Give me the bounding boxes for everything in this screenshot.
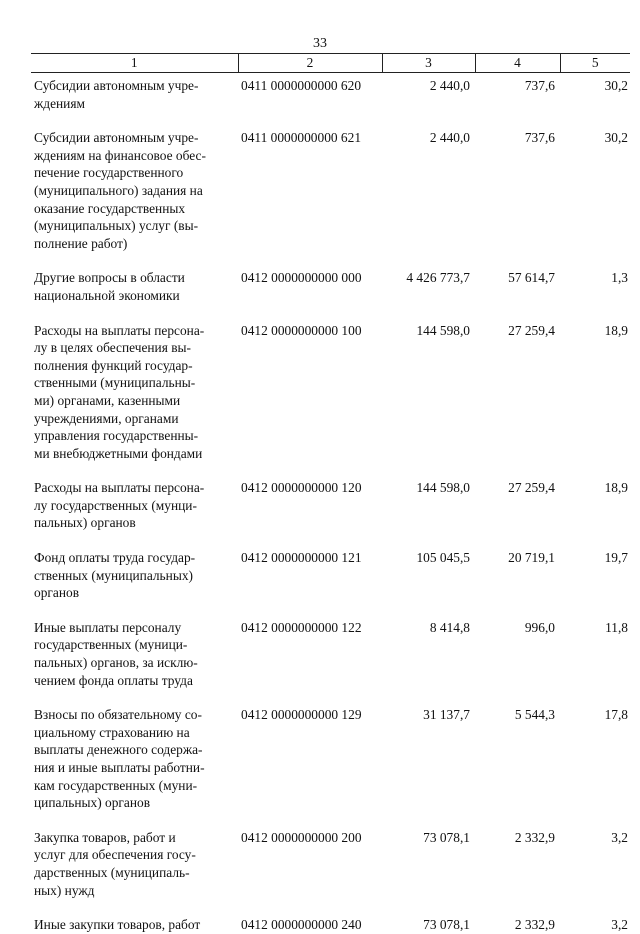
row-name: Субсидии автономным учре- ждениям на финансовое обес- печение государственного (муниципального) задания на оказание государственных (муниципальных) услуг (вы- полнение работ) [34, 130, 206, 251]
row-name: Другие вопросы в области национальной экономики [34, 270, 185, 303]
table-row [31, 252, 630, 304]
row-name: Фонд оплаты труда государ- ственных (муниципальных) органов [34, 550, 196, 601]
row-fact-value: 737,6 [524, 78, 555, 93]
row-plan-value: 2 440,0 [429, 78, 470, 93]
row-percent-value: 1,3 [611, 270, 628, 286]
row-plan-value: 73 078,1 [423, 829, 470, 845]
row-plan-value: 31 137,7 [423, 707, 470, 723]
row-percent-value: 18,9 [604, 480, 628, 496]
row-name: Взносы по обязательному со- циальному страхованию на выплаты денежного содержа- ния и иные выплаты работни- кам государственных (муни- ципальных) органов [34, 707, 205, 811]
table-row [31, 602, 630, 689]
page-number: 33 [313, 36, 327, 51]
row-fact-value: 737,6 [524, 130, 555, 146]
table-row [31, 112, 630, 252]
row-code: 0411 0000000000 621 [241, 130, 362, 146]
row-fact-value: 27 259,4 [508, 322, 555, 338]
column-header-3: 3 [382, 54, 475, 73]
row-percent-value: 19,7 [604, 550, 628, 566]
row-name: Субсидии автономным учре- ждениям [34, 78, 199, 111]
row-code: 0412 0000000000 000 [241, 270, 362, 286]
row-fact-value: 27 259,4 [508, 480, 555, 496]
table-header [31, 54, 630, 73]
table-row [31, 305, 630, 463]
row-fact-value: 2 332,9 [514, 829, 555, 845]
row-code: 0412 0000000000 121 [241, 550, 362, 566]
row-plan-value: 144 598,0 [416, 322, 470, 338]
table-row [31, 462, 630, 532]
row-plan-value: 73 078,1 [423, 917, 470, 933]
row-plan-value: 4 426 773,7 [406, 270, 470, 286]
row-code: 0412 0000000000 100 [241, 322, 362, 338]
row-fact-value: 996,0 [524, 619, 555, 635]
row-percent-value: 3,2 [611, 829, 628, 845]
column-header-4: 4 [475, 54, 560, 73]
row-plan-value: 105 045,5 [416, 550, 470, 566]
row-percent-value: 17,8 [604, 707, 628, 723]
row-percent-value: 30,2 [604, 130, 628, 146]
row-percent-value: 11,8 [605, 619, 628, 635]
row-fact-value: 5 544,3 [514, 707, 555, 723]
row-fact-value: 20 719,1 [508, 550, 555, 566]
table-body [31, 73, 630, 934]
budget-table [31, 53, 630, 934]
row-code: 0412 0000000000 122 [241, 619, 362, 635]
row-percent-value: 18,9 [604, 322, 628, 338]
row-name: Расходы на выплаты персона- лу в целях обеспечения вы- полнения функций государ- ственными (муниципальны- ми) органами, казенными учреждениями, органами управления государственны- ми внебюджетными фондами [34, 322, 205, 461]
row-fact-value: 2 332,9 [514, 917, 555, 933]
row-percent-value: 3,2 [611, 917, 628, 933]
table-row [31, 899, 630, 934]
table-row [31, 73, 630, 113]
column-header-5: 5 [560, 54, 630, 73]
row-fact-value: 57 614,7 [508, 270, 555, 286]
row-plan-value: 8 414,8 [429, 619, 470, 635]
row-code: 0411 0000000000 620 [241, 78, 362, 93]
column-header-2: 2 [238, 54, 382, 73]
row-plan-value: 144 598,0 [416, 480, 470, 496]
column-header-1: 1 [31, 54, 238, 73]
table-row [31, 812, 630, 899]
row-code: 0412 0000000000 240 [241, 917, 362, 933]
row-name: Расходы на выплаты персона- лу государственных (мунци- пальных) органов [34, 480, 205, 531]
row-percent-value: 30,2 [604, 78, 628, 93]
row-code: 0412 0000000000 200 [241, 829, 362, 845]
row-plan-value: 2 440,0 [429, 130, 470, 146]
row-name: Закупка товаров, работ и услуг для обеспечения госу- дарственных (муниципаль- ных) нужд [34, 829, 196, 898]
table-row [31, 689, 630, 812]
row-code: 0412 0000000000 129 [241, 707, 362, 723]
row-name: Иные выплаты персоналу государственных (муници- пальных) органов, за исклю- чением фонда оплаты труда [34, 619, 198, 688]
row-code: 0412 0000000000 120 [241, 480, 362, 496]
row-name: Иные закупки товаров, работ [34, 917, 201, 933]
table-row [31, 532, 630, 602]
